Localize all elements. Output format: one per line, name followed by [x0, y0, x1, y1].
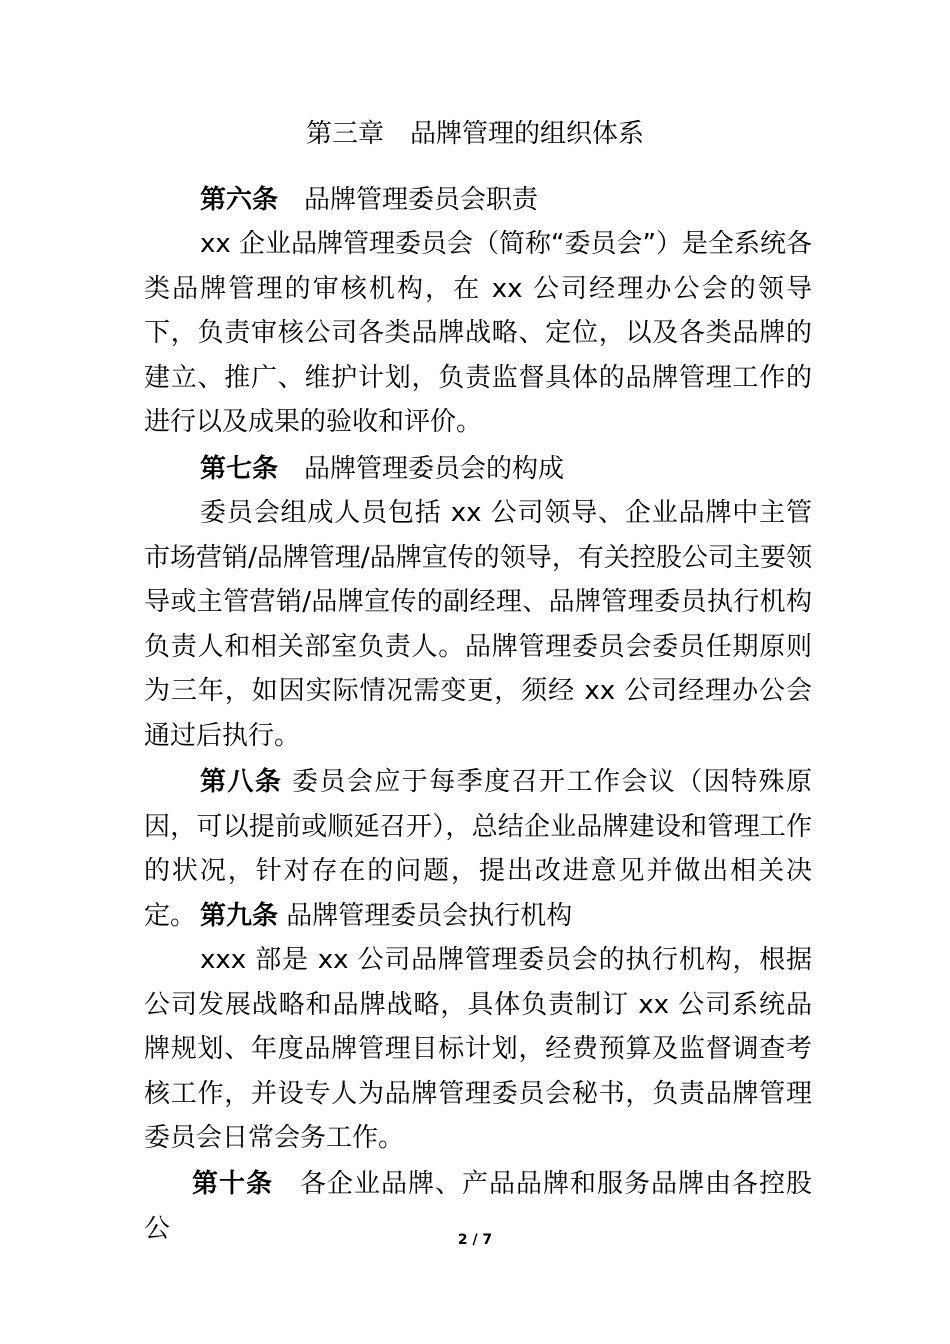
page-number: 2 / 7 — [457, 1232, 493, 1248]
article-number: 第七条 — [200, 454, 279, 484]
article-body-7: 委员会组成人员包括 xx 公司领导、企业品牌中主管市场营销/品牌管理/品牌宣传的领导，有关控股公司主要领导或主管营销/品牌宣传的副经理、品牌管理委员执行机构负责人和相关部室负责人。品牌管理委员会委员任期原则为三年，如因实际情况需变更，须经 xx 公司经理办公会通过后执行。 — [144, 498, 812, 751]
article-number: 第八条 — [200, 767, 283, 797]
article-body-10: 各企业品牌、产品品牌和服务品牌由各控股公 — [144, 1169, 812, 1244]
article-title: 品牌管理委员会执行机构 — [286, 901, 573, 931]
article-number: 第十条 — [192, 1169, 273, 1199]
article-heading-7 — [200, 447, 564, 491]
article-body-9: xxx 部是 xx 公司品牌管理委员会的执行机构，根据公司发展战略和品牌战略，具体负责制订 xx 公司系统品牌规划、年度品牌管理目标计划，经费预算及监督调查考核工作，并设专人为品牌管理委员会秘书，负责品牌管理委员会日常会务工作。 — [144, 945, 812, 1153]
article-title: 品牌管理委员会的构成 — [304, 454, 565, 484]
article-body-6: xx 企业品牌管理委员会（简称“委员会”）是全系统各类品牌管理的审核机构，在 xx 公司经理办公会的领导下，负责审核公司各类品牌战略、定位，以及各类品牌的建立、推广、维护计划，负责监督具体的品牌管理工作的进行以及成果的验收和评价。 — [144, 229, 812, 437]
article-heading-9 — [200, 894, 572, 938]
article-heading-6 — [200, 178, 538, 222]
article-body-8: 委员会应于每季度召开工作会议（因特殊原因，可以提前或顺延召开），总结企业品牌建设和管理工作的状况，针对存在的问题，提出改进意见并做出相关决定。 — [144, 767, 812, 931]
article-number: 第九条 — [200, 901, 279, 931]
article-title: 品牌管理委员会职责 — [304, 185, 539, 215]
chapter-title: 第三章 品牌管理的组织体系 — [305, 119, 644, 149]
article-number: 第六条 — [200, 185, 279, 215]
